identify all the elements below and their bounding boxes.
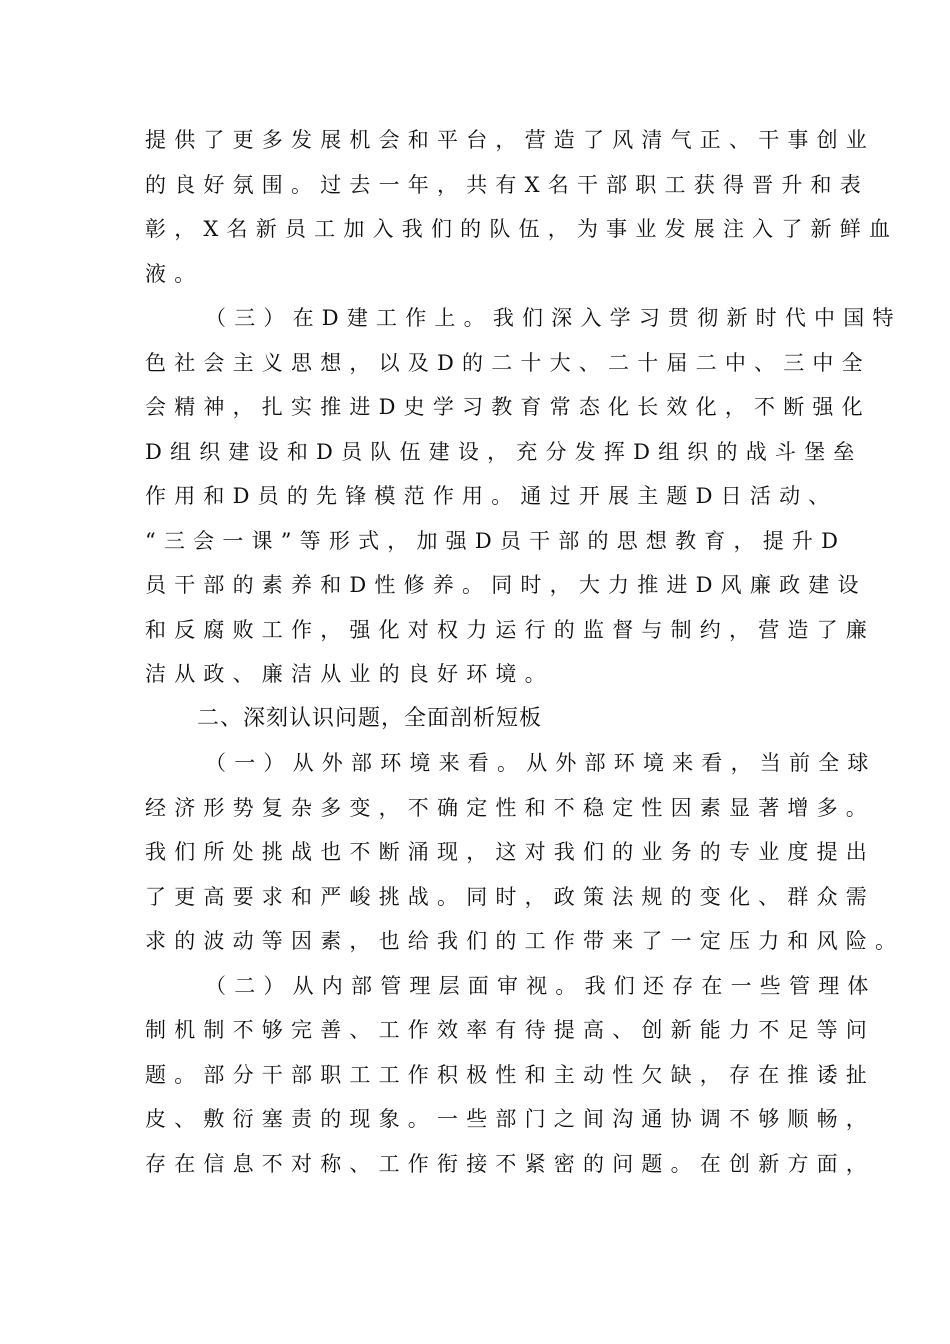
document-page (145, 118, 905, 1186)
text-run: 我们深入学习贯彻新时代中国特 (492, 306, 902, 330)
text-line: 液。 (145, 261, 204, 286)
section-heading: 二、深刻认识问题，全面剖析短板 (197, 705, 543, 731)
text-line: 提供了更多发展机会和平台，营造了风清气正、干事创业 (145, 128, 875, 152)
text-line (145, 964, 877, 1009)
text-line: 我们所处挑战也不断涌现，这对我们的业务的专业度提出 (145, 840, 875, 864)
text-line: 会精神，扎实推进D史学习教育常态化长效化，不断强化 (145, 395, 871, 419)
text-line: 员干部的素养和D性修养。同时，大力推进D风廉政建设 (145, 573, 867, 597)
text-line: 存在信息不对称、工作衔接不紧密的问题。在创新方面， (145, 1151, 875, 1176)
paragraph-continuation (145, 118, 899, 296)
paragraph-internal-management (145, 964, 877, 1187)
text-line: 作用和D员的先锋模范作用。通过开展主题D日活动、 (145, 484, 838, 508)
text-line: “三会一课”等形式，加强D员干部的思想教育，提升D (145, 528, 847, 553)
text-line: 求的波动等因素，也给我们的工作带来了一定压力和风险。 (145, 929, 905, 953)
text-line: 题。部分干部职工工作积极性和主动性欠缺，存在推诿扯 (145, 1062, 875, 1087)
paragraph-party-building (145, 296, 902, 697)
text-line: 彰，X名新员工加入我们的队伍，为事业发展注入了新鲜血 (145, 217, 899, 241)
text-line: 的良好氛围。过去一年，共有X名干部职工获得晋升和表 (145, 172, 869, 197)
text-line (145, 741, 877, 786)
text-line: 制机制不够完善、工作效率有待提高、创新能力不足等问 (145, 1018, 875, 1042)
subsection-lead: （二）从内部管理层面审视。 (205, 973, 585, 998)
subsection-lead: （三）在D建工作上。 (205, 306, 493, 330)
text-line: 经济形势复杂多变，不确定性和不稳定性因素显著增多。 (145, 795, 875, 820)
text-line: 了更高要求和严峻挑战。同时，政策法规的变化、群众需 (145, 884, 875, 909)
text-line: D组织建设和D员队伍建设，充分发挥D组织的战斗堡垒 (145, 439, 863, 464)
text-run: 我们还存在一些管理体 (584, 973, 877, 998)
text-line: 皮、敷衍塞责的现象。一些部门之间沟通协调不够顺畅， (145, 1107, 875, 1131)
subsection-lead: （一）从外部环境来看。 (205, 751, 527, 775)
text-line (145, 296, 902, 341)
text-line: 洁从政、廉洁从业的良好环境。 (145, 662, 554, 686)
text-line: 和反腐败工作，强化对权力运行的监督与制约，营造了廉 (145, 617, 875, 642)
text-line: 色社会主义思想，以及D的二十大、二十届二中、三中全 (145, 350, 871, 375)
text-run: 从外部环境来看，当前全球 (526, 751, 877, 775)
paragraph-external-environment (145, 741, 905, 964)
